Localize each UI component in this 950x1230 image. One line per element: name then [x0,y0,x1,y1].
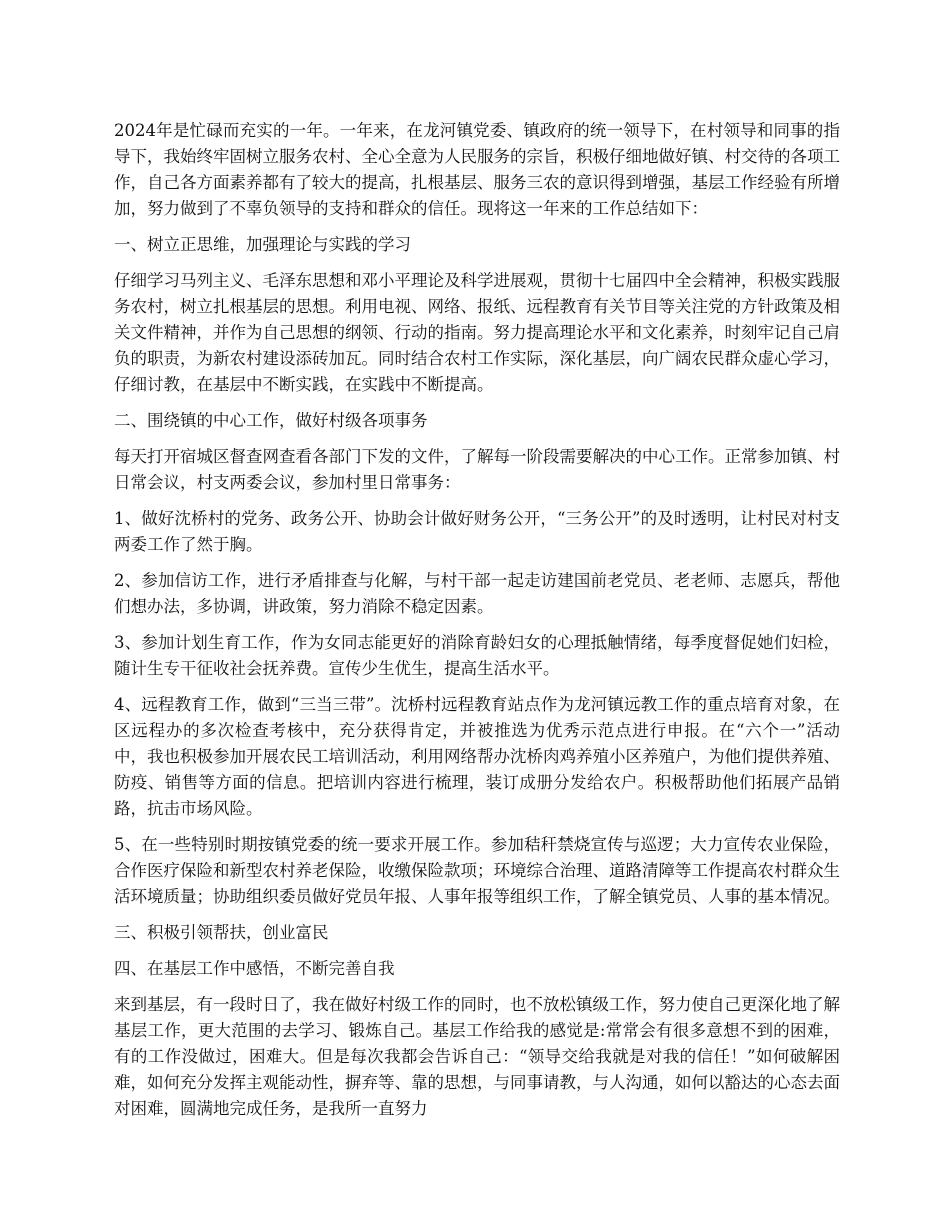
document-page [114,118,840,1122]
intro-paragraph: 2024年是忙碌而充实的一年。一年来，在龙河镇党委、镇政府的统一领导下，在村领导和同事的指导下，我始终牢固树立服务农村、全心全意为人民服务的宗旨，积极仔细地做好镇、村交待的各项工作，自己各方面素养都有了较大的提高，扎根基层、服务三农的意识得到增强，基层工作经验有所增加，努力做到了不辜负领导的支持和群众的信任。现将这一年来的工作总结如下： [114,121,840,218]
section-2-paragraph: 每天打开宿城区督查网查看各部门下发的文件，了解每一阶段需要解决的中心工作。正常参加镇、村日常会议，村支两委会议，参加村里日常事务： [114,447,840,492]
section-4-paragraph: 来到基层，有一段时日了，我在做好村级工作的同时，也不放松镇级工作，努力使自己更深化地了解基层工作，更大范围的去学习、锻炼自己。基层工作给我的感觉是:常常会有很多意想不到的困难，有的工作没做过，困难大。但是每次我都会告诉自己：“领导交给我就是对我的信任！”如何破解困难，如何充分发挥主观能动性，摒弃等、靠的思想，与同事请教，与人沟通，如何以豁达的心态去面对困难，圆满地完成任务，是我所一直努力 [114,995,840,1118]
section-3-heading: 三、积极引领帮扶，创业富民 [114,923,329,942]
section-2-item-5: 5、在一些特别时期按镇党委的统一要求开展工作。参加秸秆禁烧宣传与巡逻；大力宣传农业保险，合作医疗保险和新型农村养老保险，收缴保险款项；环境综合治理、道路清障等工作提高农村群众生活环境质量；协助组织委员做好党员年报、人事年报等组织工作，了解全镇党员、人事的基本情况。 [114,835,840,906]
section-4-heading: 四、在基层工作中感悟，不断完善自我 [114,959,395,978]
section-2-item-1: 1、做好沈桥村的党务、政务公开、协助会计做好财务公开，“三务公开”的及时透明，让村民对村支两委工作了然于胸。 [114,509,840,554]
section-2-item-3: 3、参加计划生育工作，作为女同志能更好的消除育龄妇女的心理抵触情绪，每季度督促她们妇检，随计生专干征收社会抚养费。宣传少生优生，提高生活水平。 [114,633,840,678]
section-2-item-2: 2、参加信访工作，进行矛盾排查与化解，与村干部一起走访建国前老党员、老老师、志愿兵，帮他们想办法，多协调，讲政策，努力消除不稳定因素。 [114,571,840,616]
section-1-heading: 一、树立正思维，加强理论与实践的学习 [114,235,411,254]
section-2-item-4: 4、远程教育工作，做到“三当三带”。沈桥村远程教育站点作为龙河镇远教工作的重点培育对象，在区远程办的多次检查考核中，充分获得肯定，并被推选为优秀示范点进行申报。在“六个一”活动中，我也积极参加开展农民工培训活动，利用网络帮办沈桥肉鸡养殖小区养殖户，为他们提供养殖、防疫、销售等方面的信息。把培训内容进行梳理，装订成册分发给农户。积极帮助他们拓展产品销路，抗击市场风险。 [114,695,840,818]
section-2-heading: 二、围绕镇的中心工作，做好村级各项事务 [114,411,428,430]
section-1-paragraph: 仔细学习马列主义、毛泽东思想和邓小平理论及科学进展观，贯彻十七届四中全会精神，积极实践服务农村，树立扎根基层的思想。利用电视、网络、报纸、远程教育有关节目等关注党的方针政策及相关文件精神，并作为自己思想的纲领、行动的指南。努力提高理论水平和文化素养，时刻牢记自己肩负的职责，为新农村建设添砖加瓦。同时结合农村工作实际，深化基层，向广阔农民群众虚心学习，仔细讨教，在基层中不断实践，在实践中不断提高。 [114,271,840,394]
